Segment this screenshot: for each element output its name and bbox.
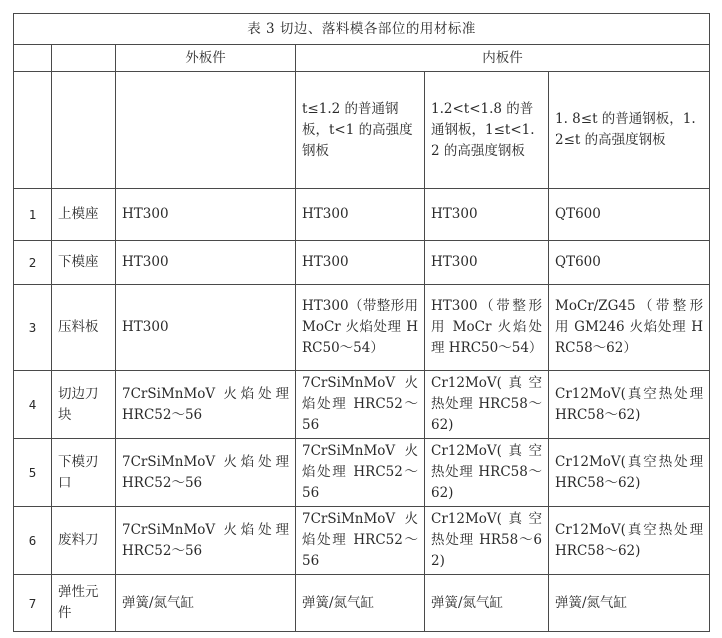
inner-material-a: HT300 <box>296 241 425 285</box>
empty-header-cell <box>52 45 116 72</box>
inner-material-a: 7CrSiMnMoV 火焰处理 HRC52～56 <box>296 371 425 439</box>
empty-header-cell <box>52 72 116 189</box>
row-number: 3 <box>14 285 52 371</box>
table-row <box>14 189 710 241</box>
inner-material-a: HT300（带整形用 MoCr 火焰处理 HRC50～54） <box>296 285 425 371</box>
inner-panel-header: 内板件 <box>296 45 710 72</box>
thickness-condition-c: 1. 8≤t 的普通钢板，1.2≤t 的高强度钢板 <box>549 72 710 189</box>
inner-material-a: 7CrSiMnMoV 火焰处理 HRC52～56 <box>296 439 425 507</box>
part-name: 弹性元件 <box>52 575 116 632</box>
row-number: 6 <box>14 507 52 575</box>
inner-material-b: Cr12MoV(真空热处理 HRC58～62) <box>425 371 549 439</box>
table-caption: 表 3 切边、落料模各部位的用材标准 <box>14 14 710 45</box>
inner-material-b: HT300（带整形用 MoCr 火焰处理 HRC50～54） <box>425 285 549 371</box>
inner-material-b: HT300 <box>425 241 549 285</box>
inner-material-c: 弹簧/氮气缸 <box>549 575 710 632</box>
inner-material-c: MoCr/ZG45（带整形用 GM246 火焰处理 HRC58～62） <box>549 285 710 371</box>
part-name: 下模刃口 <box>52 439 116 507</box>
outer-material: 7CrSiMnMoV 火焰处理 HRC52～56 <box>116 507 296 575</box>
inner-material-b: Cr12MoV(真空热处理 HRC58～62) <box>425 439 549 507</box>
table-row <box>14 439 710 507</box>
row-number: 2 <box>14 241 52 285</box>
thickness-condition-a: t≤1.2 的普通钢板，t<1 的高强度钢板 <box>296 72 425 189</box>
inner-material-c: QT600 <box>549 189 710 241</box>
condition-row <box>14 72 710 189</box>
inner-material-a: HT300 <box>296 189 425 241</box>
table-row <box>14 575 710 632</box>
row-number: 7 <box>14 575 52 632</box>
table-row <box>14 285 710 371</box>
inner-material-c: Cr12MoV(真空热处理 HRC58～62) <box>549 507 710 575</box>
part-name: 切边刀块 <box>52 371 116 439</box>
outer-material: 7CrSiMnMoV 火焰处理 HRC52～56 <box>116 371 296 439</box>
empty-header-cell <box>116 72 296 189</box>
inner-material-c: QT600 <box>549 241 710 285</box>
table-row <box>14 371 710 439</box>
table-row <box>14 507 710 575</box>
caption-row <box>14 14 710 45</box>
material-standard-table <box>13 13 710 632</box>
part-name: 废料刀 <box>52 507 116 575</box>
outer-panel-header: 外板件 <box>116 45 296 72</box>
inner-material-b: HT300 <box>425 189 549 241</box>
empty-header-cell <box>14 72 52 189</box>
outer-material: HT300 <box>116 241 296 285</box>
outer-material: 7CrSiMnMoV 火焰处理 HRC52～56 <box>116 439 296 507</box>
outer-material: 弹簧/氮气缸 <box>116 575 296 632</box>
inner-material-a: 7CrSiMnMoV 火焰处理 HRC52～56 <box>296 507 425 575</box>
row-number: 1 <box>14 189 52 241</box>
row-number: 5 <box>14 439 52 507</box>
group-header-row <box>14 45 710 72</box>
part-name: 下模座 <box>52 241 116 285</box>
table-row <box>14 241 710 285</box>
inner-material-b: Cr12MoV(真空热处理 HR58～62) <box>425 507 549 575</box>
inner-material-a: 弹簧/氮气缸 <box>296 575 425 632</box>
row-number: 4 <box>14 371 52 439</box>
part-name: 上模座 <box>52 189 116 241</box>
empty-header-cell <box>14 45 52 72</box>
inner-material-c: Cr12MoV(真空热处理 HRC58～62) <box>549 371 710 439</box>
inner-material-c: Cr12MoV(真空热处理 HRC58～62) <box>549 439 710 507</box>
outer-material: HT300 <box>116 285 296 371</box>
part-name: 压料板 <box>52 285 116 371</box>
outer-material: HT300 <box>116 189 296 241</box>
thickness-condition-b: 1.2<t<1.8 的普通钢板，1≤t<1.2 的高强度钢板 <box>425 72 549 189</box>
inner-material-b: 弹簧/氮气缸 <box>425 575 549 632</box>
